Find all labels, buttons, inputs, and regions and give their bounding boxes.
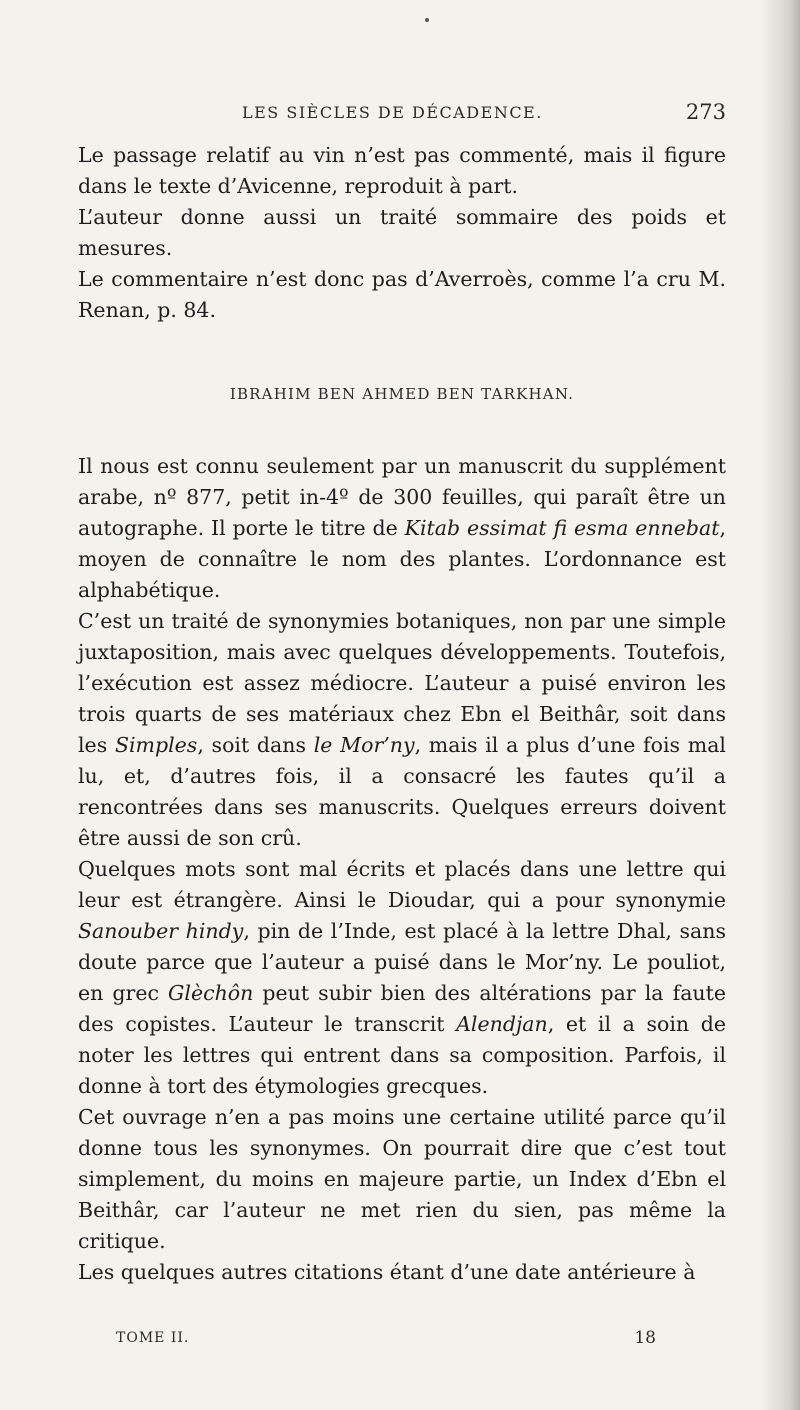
volume-label: TOME II. [116,1330,190,1346]
text-run: , mais il a plus d’une fois mal lu, et, d’autres fois, il a consacré les fautes qu’il a rencontrées dans ses manuscrits. Quelques erreurs doivent être aussi de son crû. [78,733,726,850]
paragraph-averroes: Le commentaire n’est donc pas d’Averroès, comme l’a cru M. Renan, p. 84. [78,267,726,322]
italic-term: Alendjan [456,1012,548,1036]
text-run: Quelques mots sont mal écrits et placés dans une lettre qui leur est étrangère. Ainsi le Dioudar, qui a pour synonymie [78,857,726,912]
paragraph-poids: L’auteur donne aussi un traité sommaire des poids et mesures. [78,205,726,260]
text-run: C’est un traité de synonymies botaniques, non par une simple juxtaposition, mais avec quelques développements. Toutefois, l’exécution est assez médiocre. L’auteur a puisé environ les trois quarts de ses matériaux chez Ebn el Beithâr, soit dans les [78,609,726,757]
text-run: , moyen de connaître le nom des plantes. L’ordonnance est alphabétique. [78,516,727,602]
text-run: , soit dans [197,733,314,757]
section-heading: IBRAHIM BEN AHMED BEN TARKHAN. [229,385,575,403]
italic-term: Simples [114,733,198,757]
print-speck [425,18,429,22]
page-number: 273 [685,100,726,124]
italic-term: Sanouber hindy [78,919,244,943]
page-edge-shadow [760,0,800,1410]
paragraph-ouvrage: Cet ouvrage n’en a pas moins une certaine utilité parce qu’il donne tous les synonymes. On pourrait dire que c’est tout simplement, du moins en majeure partie, un Index d’Ebn el Beithâr, car l’auteur ne met rien du sien, pas même la critique. [78,1105,726,1253]
italic-term: le Mor’ny [313,733,415,757]
italic-term: Glèchôn [168,981,254,1005]
running-title: LES SIÈCLES DE DÉCADENCE. [242,103,543,122]
text-run: Il nous est connu seulement par un manuscrit du supplément arabe, nº 877, petit in-4º de 300 feuilles, qui paraît être un autographe. Il porte le titre de [78,454,726,540]
paragraph-vin: Le passage relatif au vin n’est pas commenté, mais il figure dans le texte d’Avicenne, reproduit à part. [78,143,726,198]
italic-title: Kitab essimat fi esma ennebat [404,516,720,540]
signature-mark: 18 [634,1328,656,1348]
main-text-block [78,451,726,1288]
text-run: , pin de l’Inde, est placé à la lettre Dhal, sans doute parce que l’auteur a puisé dans le Mor’ny. Le pouliot, en grec [78,919,726,1005]
paragraph-citations: Les quelques autres citations étant d’une date antérieure à [78,1260,696,1284]
paragraph-mots [78,854,726,1102]
text-run: peut subir bien des altérations par la faute des copistes. L’auteur le transcrit [78,981,726,1036]
running-header [78,100,726,133]
text-run: , et il a soin de noter les lettres qui entrent dans sa composition. Parfois, il donne à tort des étymologies grecques. [78,1012,726,1098]
paragraph-synonymies [78,606,726,854]
page-footer [78,1330,726,1356]
paragraph-manuscrit [78,451,726,606]
top-text-block [78,140,726,326]
